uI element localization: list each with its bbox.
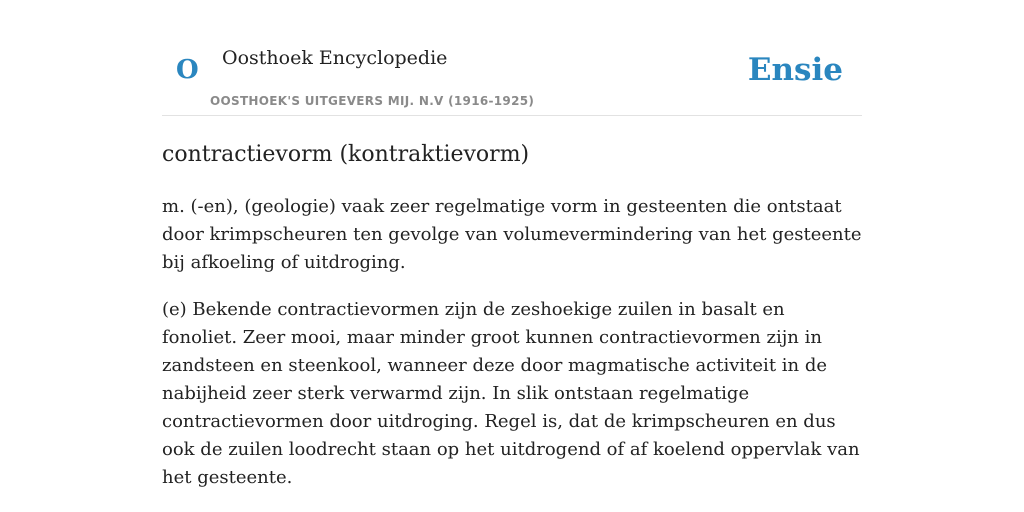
source-title-link[interactable]: Oosthoek Encyclopedie — [222, 47, 448, 69]
source-header — [162, 0, 862, 116]
entry-paragraph: m. (-en), (geologie) vaak zeer regelmatige vorm in gesteenten die ontstaat door krimpscheuren ten gevolge van volumevermindering van het gesteente bij afkoeling of uitdroging. — [162, 196, 862, 273]
entry-title: contractievorm (kontraktievorm) — [162, 142, 530, 167]
brand-logo[interactable]: Ensie — [747, 52, 843, 88]
source-logo-icon[interactable]: O — [176, 55, 199, 85]
publisher-label: OOSTHOEK'S UITGEVERS MIJ. N.V (1916-1925) — [210, 94, 535, 108]
entry-paragraph: (e) Bekende contractievormen zijn de zeshoekige zuilen in basalt en fonoliet. Zeer mooi, maar minder groot kunnen contractievormen zijn in zandsteen en steenkool, wanneer deze door magmatische activiteit in de nabijheid zeer sterk verwarmd zijn. In slik ontstaan regelmatige contractievormen door uitdroging. Regel is, dat de krimpscheuren en dus ook de zuilen loodrecht staan op het uitdrogend of af koelend oppervlak van het gesteente. — [162, 299, 860, 488]
article-page — [162, 0, 862, 492]
